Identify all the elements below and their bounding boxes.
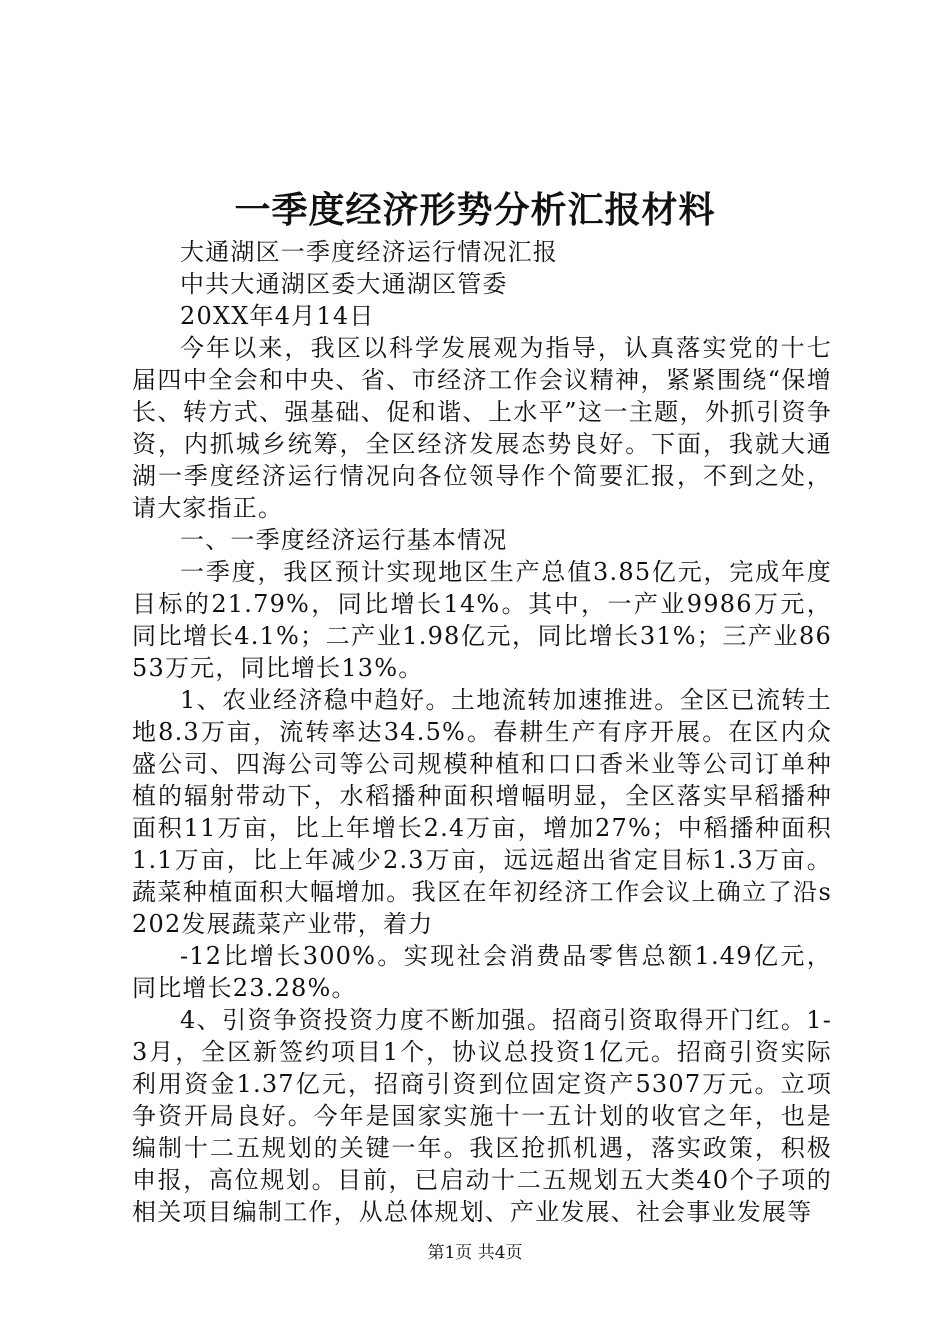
paragraph-gdp-summary: 一季度，我区预计实现地区生产总值3.85亿元，完成年度目标的21.79%，同比增长14%。其中，一产业9986万元，同比增长4.1%；二产业1.98亿元，同比增长31%；三产业8653万元，同比增长13%。 — [132, 558, 832, 682]
section-heading: 一、一季度经济运行基本情况 — [180, 526, 508, 554]
paragraph-investment: 4、引资争资投资力度不断加强。招商引资取得开门红。1-3月，全区新签约项目1个，协议总投资1亿元。招商引资实际利用资金1.37亿元，招商引资到位固定资产5307万元。立项争资开局良好。今年是国家实施十一五计划的收官之年，也是编制十二五规划的关键一年。我区抢抓机遇，落实政策，积极申报，高位规划。目前，已启动十二五规划五大类40个子项的相关项目编制工作，从总体规划、产业发展、社会事业发展等 — [132, 1006, 832, 1226]
paragraph-organization: 中共大通湖区委大通湖区管委 — [180, 270, 508, 298]
paragraph-consumption: -12比增长300%。实现社会消费品零售总额1.49亿元，同比增长23.28%。 — [132, 942, 832, 1002]
paragraph-agriculture: 1、农业经济稳中趋好。土地流转加速推进。全区已流转土地8.3万亩，流转率达34.5%。春耕生产有序开展。在区内众盛公司、四海公司等公司规模种植和口口香米业等公司订单种植的辐射带动下，水稻播种面积增幅明显，全区落实早稻播种面积11万亩，比上年增长2.4万亩，增加27%；中稻播种面积1.1万亩，比上年减少2.3万亩，远远超出省定目标1.3万亩。蔬菜种植面积大幅增加。我区在年初经济工作会议上确立了沿s202发展蔬菜产业带，着力 — [132, 686, 832, 938]
document-body — [132, 236, 832, 1228]
paragraph-report-heading: 大通湖区一季度经济运行情况汇报 — [180, 238, 558, 266]
document-title: 一季度经济形势分析汇报材料 — [234, 189, 716, 231]
paragraph-date: 20XX年4月14日 — [180, 302, 375, 330]
paragraph-intro: 今年以来，我区以科学发展观为指导，认真落实党的十七届四中全会和中央、省、市经济工作会议精神，紧紧围绕“保增长、转方式、强基础、促和谐、上水平”这一主题，外抓引资争资，内抓城乡统筹，全区经济发展态势良好。下面，我就大通湖一季度经济运行情况向各位领导作个简要汇报，不到之处，请大家指正。 — [132, 334, 832, 522]
page-number-footer: 第1页 共4页 — [427, 1243, 523, 1263]
